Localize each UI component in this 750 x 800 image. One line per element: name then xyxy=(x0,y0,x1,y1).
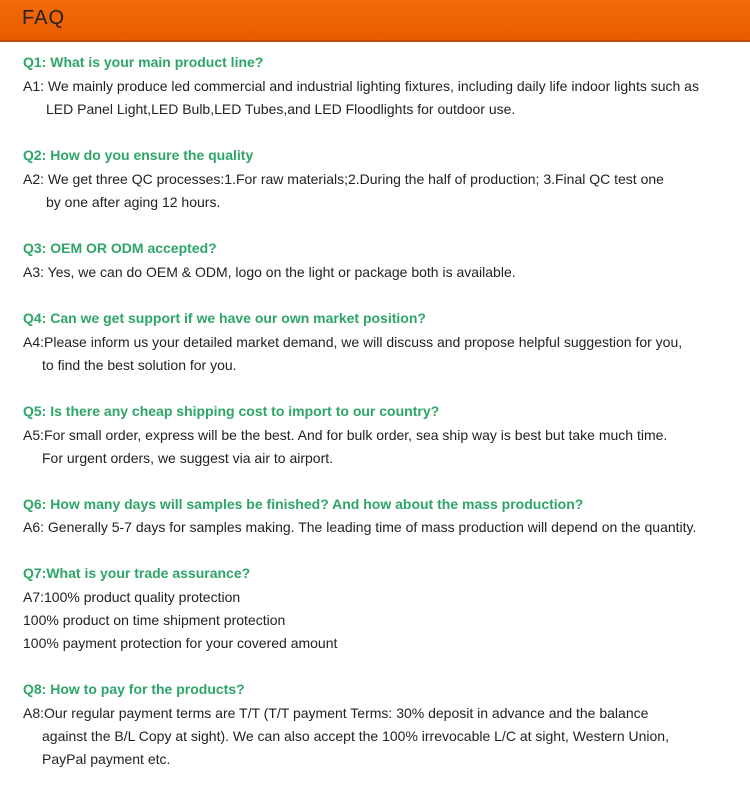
faq-question-2: Q2: How do you ensure the quality xyxy=(23,147,254,163)
faq-answer-5-line-1: A5:For small order, express will be the best. And for bulk order, sea ship way is best but take much time. xyxy=(23,427,668,443)
faq-answer-1-line-2: LED Panel Light,LED Bulb,LED Tubes,and LED Floodlights for outdoor use. xyxy=(46,101,516,117)
faq-answer-8-line-1: A8:Our regular payment terms are T/T (T/T payment Terms: 30% deposit in advance and the balance xyxy=(23,705,649,721)
faq-answer-3-line-1: A3: Yes, we can do OEM & ODM, logo on the light or package both is available. xyxy=(23,264,516,280)
faq-answer-2-line-1: A2: We get three QC processes:1.For raw materials;2.During the half of production; 3.Final QC test one xyxy=(23,171,664,187)
faq-question-5: Q5: Is there any cheap shipping cost to import to our country? xyxy=(23,403,440,419)
faq-answer-1-line-1: A1: We mainly produce led commercial and industrial lighting fixtures, including daily life indoor lights such as xyxy=(23,78,699,94)
faq-answer-7-line-2: 100% product on time shipment protection xyxy=(23,612,286,628)
faq-question-3: Q3: OEM OR ODM accepted? xyxy=(23,240,217,256)
faq-answer-2-line-2: by one after aging 12 hours. xyxy=(46,194,221,210)
page-title: FAQ xyxy=(22,7,66,29)
faq-question-4: Q4: Can we get support if we have our own market position? xyxy=(23,310,426,326)
faq-question-1: Q1: What is your main product line? xyxy=(23,54,264,70)
faq-answer-8-line-2: against the B/L Copy at sight). We can also accept the 100% irrevocable L/C at sight, Western Union, xyxy=(42,728,669,744)
faq-question-6: Q6: How many days will samples be finished? And how about the mass production? xyxy=(23,496,584,512)
faq-answer-7-line-1: A7:100% product quality protection xyxy=(23,589,241,605)
faq-header-bar xyxy=(0,0,750,42)
faq-answer-5-line-2: For urgent orders, we suggest via air to airport. xyxy=(42,450,334,466)
faq-question-8: Q8: How to pay for the products? xyxy=(23,681,245,697)
faq-answer-4-line-1: A4:Please inform us your detailed market demand, we will discuss and propose helpful suggestion for you, xyxy=(23,334,683,350)
faq-answer-6-line-1: A6: Generally 5-7 days for samples making. The leading time of mass production will depend on the quantity. xyxy=(23,519,697,535)
faq-answer-4-line-2: to find the best solution for you. xyxy=(42,357,237,373)
faq-answer-8-line-3: PayPal payment etc. xyxy=(42,751,171,767)
faq-answer-7-line-3: 100% payment protection for your covered amount xyxy=(23,635,338,651)
faq-question-7: Q7:What is your trade assurance? xyxy=(23,565,251,581)
